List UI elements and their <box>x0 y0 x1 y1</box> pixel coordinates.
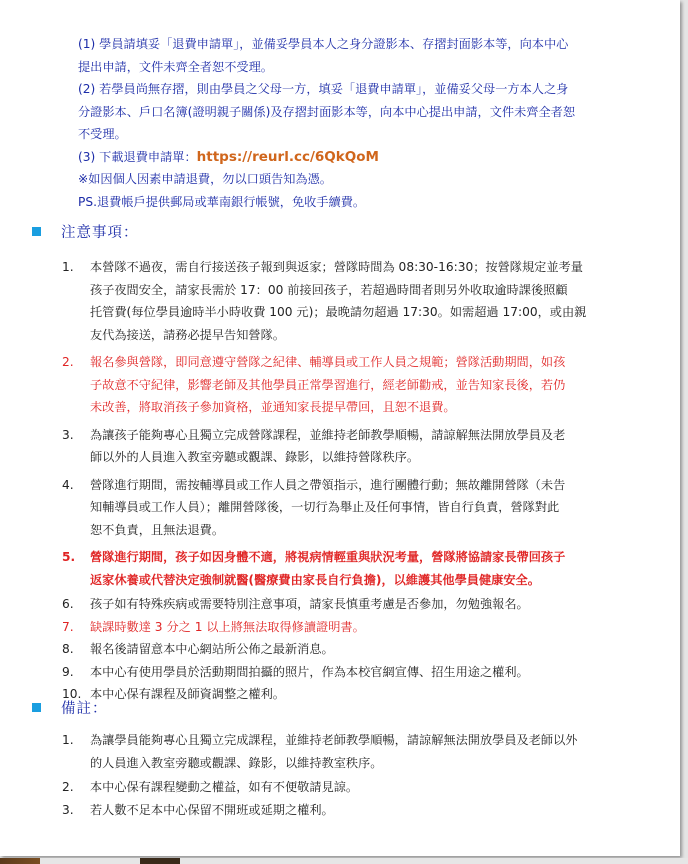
item-number: 8. <box>62 642 74 656</box>
list-item <box>62 256 642 346</box>
item-text <box>90 616 642 639</box>
item-text <box>90 799 642 822</box>
item-line: 為讓孩子能夠專心且獨立完成營隊課程，並維持老師教學順暢，請諒解無法開放學員及老 <box>90 427 566 442</box>
item-number: 1. <box>62 733 74 747</box>
item-line: 營隊進行期間，需按輔導員或工作人員之帶領指示，進行團體行動；無故離開營隊（未告 <box>90 477 566 492</box>
item-line: 本營隊不過夜，需自行接送孩子報到與返家；營隊時間為 08:30-16:30；按營隊規定並考量 <box>90 260 583 274</box>
item-number: 4. <box>62 477 74 492</box>
item-text <box>90 661 642 684</box>
item-line: 的人員進入教室旁聽或觀課、錄影，以維持教室秩序。 <box>90 755 383 770</box>
item-text <box>90 683 642 706</box>
section-heading-notices <box>32 221 139 242</box>
item-number: 1. <box>62 260 74 274</box>
item-line: 若人數不足本中心保留不開班或延期之權利。 <box>90 802 334 817</box>
list-item <box>62 661 642 684</box>
notices-list <box>62 256 642 706</box>
list-item <box>62 593 642 616</box>
item-line: 托管費(每位學員逾時半小時收費 100 元)；最晚請勿超過 17:30。如需超過 17:00，或由親 <box>90 305 587 319</box>
list-item <box>62 729 642 774</box>
list-item <box>62 474 642 542</box>
item-number: 9. <box>62 664 74 679</box>
refund-line: 提出申請，文件未齊全者恕不受理。 <box>78 59 273 74</box>
item-text <box>90 424 642 469</box>
item-number: 10. <box>62 687 82 701</box>
item-line: 友代為接送，請務必提早告知營隊。 <box>90 327 285 342</box>
refund-instructions <box>78 33 638 213</box>
item-line: 為讓學員能夠專心且獨立完成課程，並維持老師教學順暢，請諒解無法開放學員及老師以外 <box>90 733 578 747</box>
section-heading-remarks <box>32 697 108 718</box>
square-bullet-icon <box>32 703 41 712</box>
item-line: 本中心保有課程及師資調整之權利。 <box>90 687 285 701</box>
note-line: PS.退費帳戶提供郵局或華南銀行帳號，免收手續費。 <box>78 194 366 209</box>
item-line: 報名後請留意本中心網站所公佈之最新消息。 <box>90 642 334 656</box>
item-line: 子故意不守紀律，影響老師及其他學員正常學習進行，經老師勸戒，並告知家長後，若仍 <box>90 377 566 392</box>
item-line: 恕不負責，且無法退費。 <box>90 522 225 537</box>
list-item <box>62 351 642 419</box>
item-line: 本中心有使用學員於活動期間拍攝的照片，作為本校官網宣傳、招生用途之權利。 <box>90 664 529 679</box>
item-line: 知輔導員或工作人員）；離開營隊後，一切行為舉止及任何事情，皆自行負責，營隊對此 <box>90 500 560 514</box>
item-text <box>90 776 642 799</box>
note-line: ※如因個人因素申請退費，勿以口頭告知為憑。 <box>78 172 332 186</box>
item-line: 本中心保有課程變動之權益，如有不便敬請見諒。 <box>90 780 359 794</box>
item-line: 孩子如有特殊疾病或需要特別注意事項，請家長慎重考慮是否參加，勿勉強報名。 <box>90 597 529 611</box>
item-line: 未改善，將取消孩子參加資格，並通知家長提早帶回，且恕不退費。 <box>90 400 456 414</box>
square-bullet-icon <box>32 227 41 236</box>
list-item <box>62 683 642 706</box>
list-item <box>62 638 642 661</box>
item-number: 5. <box>62 550 76 564</box>
refund-line: (1) 學員請填妥「退費申請單」，並備妥學員本人之身分證影本、存摺封面影本等，向本中心 <box>78 37 569 51</box>
item-line: 營隊進行期間，孩子如因身體不適，將視病情輕重與狀況考量，營隊將協請家長帶回孩子 <box>90 550 566 564</box>
download-line <box>78 146 638 169</box>
item-text <box>90 638 642 661</box>
section-title: 備註： <box>61 701 108 717</box>
refund-line: 不受理。 <box>78 127 127 141</box>
item-text <box>90 256 642 346</box>
list-item <box>62 616 642 639</box>
refund-line: 分證影本、戶口名簿(證明親子關係)及存摺封面影本等，向本中心提出申請，文件未齊全者恕 <box>78 104 576 119</box>
item-number: 7. <box>62 619 74 634</box>
list-item <box>62 546 642 591</box>
item-line: 缺課時數達 3 分之 1 以上將無法取得修讀證明書。 <box>90 619 365 634</box>
refund-line: (2) 若學員尚無存摺，則由學員之父母一方，填妥「退費申請單」，並備妥父母一方本人之身 <box>78 82 569 96</box>
taskbar-strip <box>0 858 688 864</box>
item-text <box>90 729 642 774</box>
item-line: 報名參與營隊，即同意遵守營隊之紀律、輔導員或工作人員之規範；營隊活動期間，如孩 <box>90 355 566 369</box>
download-label: (3) 下載退費申請單： <box>78 149 197 164</box>
item-number: 6. <box>62 597 74 611</box>
list-item <box>62 424 642 469</box>
list-item <box>62 799 642 822</box>
item-line: 孩子夜間安全，請家長需於 17：00 前接回孩子，若超過時間者則另外收取逾時課後照顧 <box>90 282 568 297</box>
list-item <box>62 776 642 799</box>
item-number: 3. <box>62 802 74 817</box>
remarks-list <box>62 729 642 821</box>
item-text <box>90 593 642 616</box>
item-text <box>90 474 642 542</box>
section-title: 注意事項： <box>61 225 139 241</box>
item-line: 返家休養或代替決定強制就醫(醫療費由家長自行負擔)，以維護其他學員健康安全。 <box>90 572 540 587</box>
item-number: 2. <box>62 780 74 794</box>
item-number: 2. <box>62 355 74 369</box>
item-text <box>90 546 642 591</box>
item-number: 3. <box>62 427 74 442</box>
item-text <box>90 351 642 419</box>
item-line: 師以外的人員進入教室旁聽或觀課、錄影，以維持營隊秩序。 <box>90 450 420 464</box>
download-link[interactable]: https://reurl.cc/6QkQoM <box>196 148 379 165</box>
